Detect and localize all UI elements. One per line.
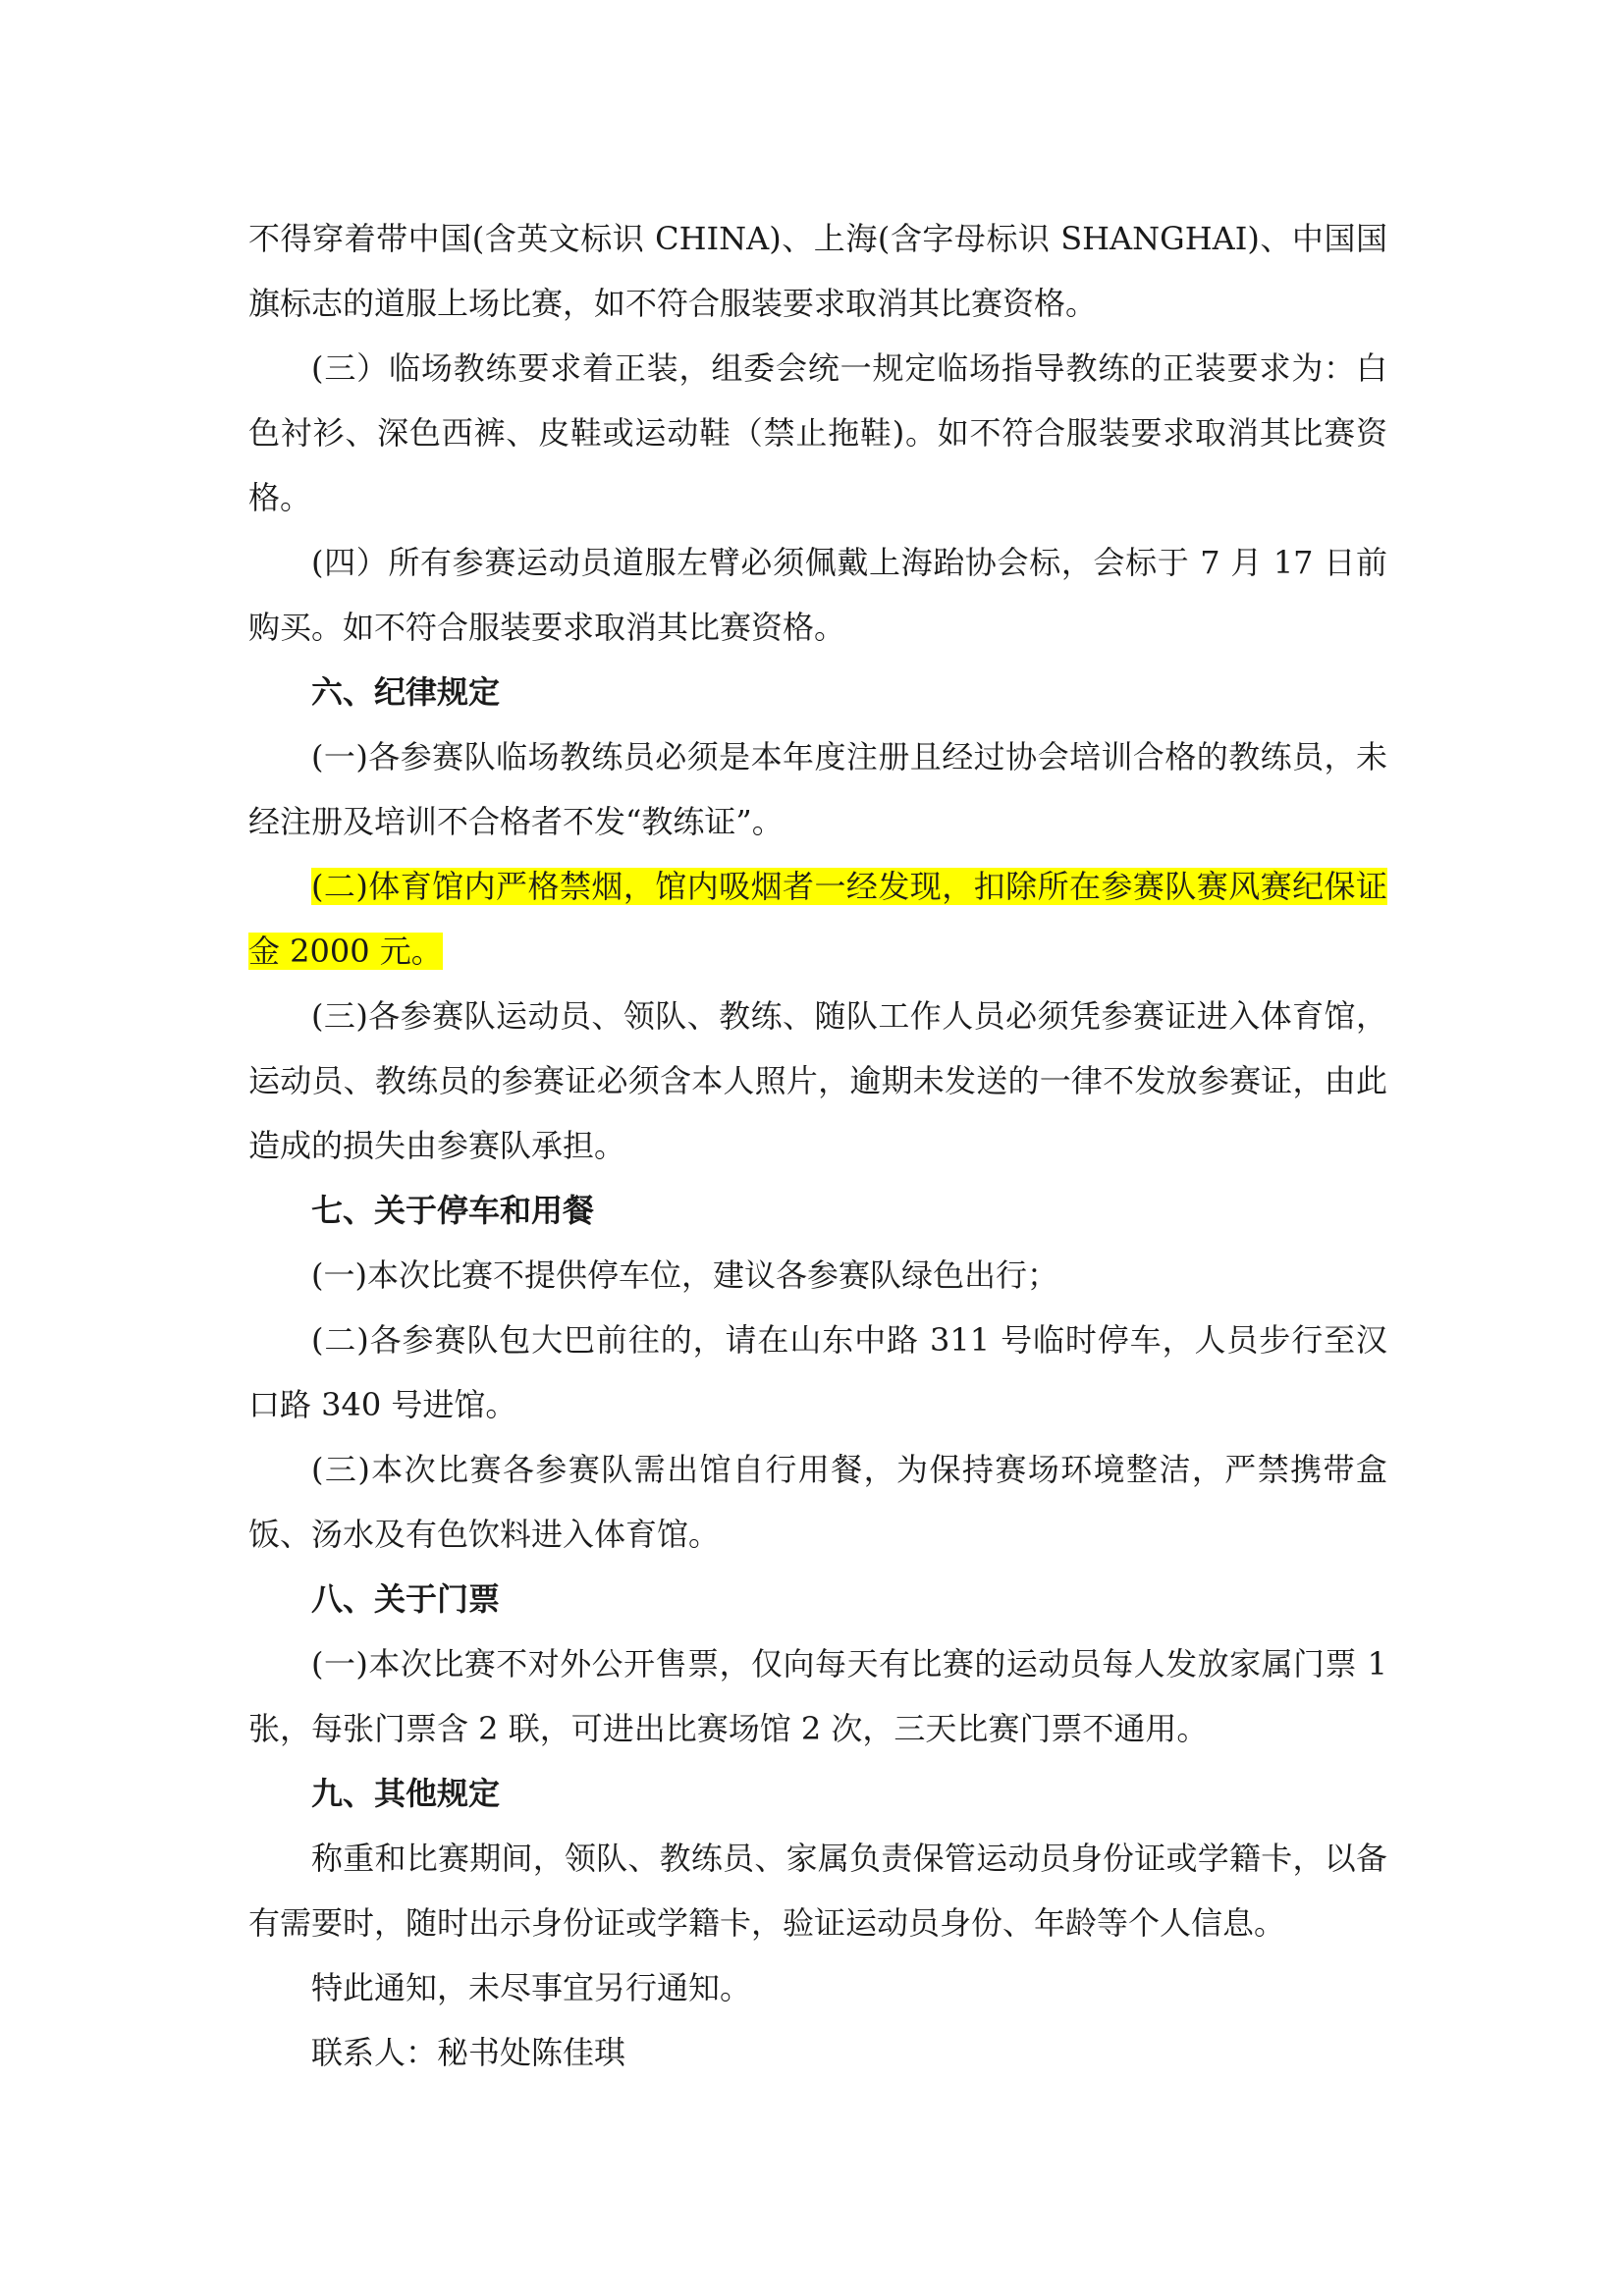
paragraph-coach-dress-rule: (三）临场教练要求着正装，组委会统一规定临场指导教练的正装要求为：白色衬衫、深色西裤、皮鞋或运动鞋（禁止拖鞋)。如不符合服装要求取消其比赛资格。	[248, 349, 1387, 516]
paragraph-uniform-rule: 不得穿着带中国(含英文标识 CHINA)、上海(含字母标识 SHANGHAI)、中国国旗标志的道服上场比赛，如不符合服装要求取消其比赛资格。	[248, 220, 1387, 322]
section-heading-other: 九、其他规定	[311, 1775, 501, 1812]
paragraph-coach-registration: (一)各参赛队临场教练员必须是本年度注册且经过协会培训合格的教练员，未经注册及培训不合格者不发“教练证”。	[248, 738, 1387, 840]
section-heading-parking-dining: 七、关于停车和用餐	[311, 1192, 595, 1229]
document-page	[248, 206, 1387, 2085]
highlighted-text: (二)体育馆内严格禁烟，馆内吸烟者一经发现，扣除所在参赛队赛风赛纪保证金 2000 元。	[248, 868, 1387, 970]
section-heading-discipline: 六、纪律规定	[311, 673, 501, 711]
paragraph-no-parking: (一)本次比赛不提供停车位，建议各参赛队绿色出行；	[311, 1256, 1058, 1294]
paragraph-no-smoking	[248, 854, 1387, 984]
paragraph-bus-parking: (二)各参赛队包大巴前往的，请在山东中路 311 号临时停车，人员步行至汉口路 340 号进馆。	[248, 1321, 1387, 1423]
paragraph-closing-note: 特此通知，未尽事宜另行通知。	[311, 1969, 752, 2006]
section-heading-tickets: 八、关于门票	[311, 1580, 501, 1618]
paragraph-id-cards: 称重和比赛期间，领队、教练员、家属负责保管运动员身份证或学籍卡，以备有需要时，随时出示身份证或学籍卡，验证运动员身份、年龄等个人信息。	[248, 1840, 1387, 1942]
paragraph-tickets: (一)本次比赛不对外公开售票，仅向每天有比赛的运动员每人发放家属门票 1 张，每张门票含 2 联，可进出比赛场馆 2 次，三天比赛门票不通用。	[248, 1645, 1387, 1747]
paragraph-contact: 联系人：秘书处陈佳琪	[311, 2034, 626, 2071]
paragraph-dining: (三)本次比赛各参赛队需出馆自行用餐，为保持赛场环境整洁，严禁携带盒饭、汤水及有色饮料进入体育馆。	[248, 1451, 1387, 1553]
paragraph-entry-pass: (三)各参赛队运动员、领队、教练、随队工作人员必须凭参赛证进入体育馆，运动员、教练员的参赛证必须含本人照片，逾期未发送的一律不发放参赛证，由此造成的损失由参赛队承担。	[248, 997, 1387, 1164]
paragraph-badge-rule: (四）所有参赛运动员道服左臂必须佩戴上海跆协会标，会标于 7 月 17 日前购买。如不符合服装要求取消其比赛资格。	[248, 544, 1387, 646]
